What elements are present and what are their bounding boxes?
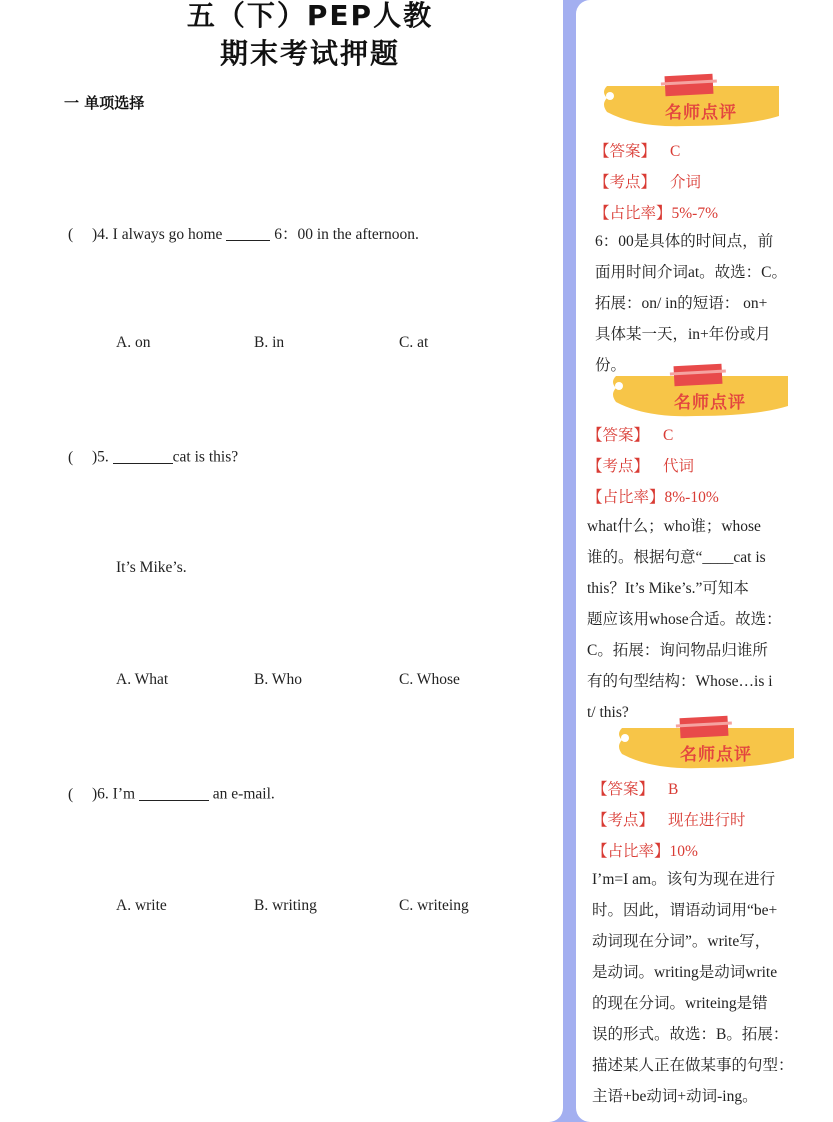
answer-paren: ( — [68, 226, 74, 243]
point-value: 介词 — [670, 174, 702, 191]
answer-paren: ( — [68, 448, 74, 466]
review-explanation — [595, 226, 787, 381]
review-answer — [587, 423, 673, 445]
question-4 — [68, 222, 419, 244]
answer-key: 【答案】 — [594, 143, 657, 160]
answer-paren: ( — [68, 785, 74, 803]
question-6-tail: an e-mail. — [212, 785, 275, 803]
badge-label: 名师点评 — [674, 393, 746, 413]
point-key: 【考点】 — [587, 458, 650, 475]
explanation-line: C。拓展：询问物品归谁所 — [587, 642, 768, 659]
question-5-reply: It’s Mike’s. — [116, 559, 187, 576]
explanation-line: 题应该用whose合适。故选： — [587, 611, 782, 628]
explanation-line: this？It’s Mike’s.”可知本 — [587, 580, 749, 597]
explanation-line: 具体某一天，in+年份或月 — [595, 326, 771, 343]
rate-key: 【占比率】 — [594, 205, 672, 222]
review-point — [592, 808, 746, 830]
option-c: C. writeing — [399, 897, 469, 914]
teacher-review-badge — [606, 362, 794, 418]
explanation-line: 时。因此，谓语动词用“be+ — [592, 902, 778, 919]
answer-blank — [226, 225, 270, 242]
rate-value: 8%-10% — [664, 489, 719, 506]
option-c: C. Whose — [399, 671, 460, 688]
point-key: 【考点】 — [592, 812, 655, 829]
option-a: A. write — [116, 897, 167, 914]
question-4-stem: )4. I always go home — [92, 226, 223, 243]
explanation-line: 的现在分词。writeing是错 — [592, 995, 768, 1012]
point-key: 【考点】 — [594, 174, 657, 191]
explanation-line: I’m=I am。该句为现在进行 — [592, 871, 776, 888]
answer-blank — [113, 447, 173, 464]
question-5-stem: )5. — [92, 448, 109, 466]
explanation-line: 描述某人正在做某事的句型： — [592, 1057, 794, 1074]
review-rate — [587, 485, 719, 507]
rate-value: 10% — [669, 843, 698, 860]
explanation-line: t/ this? — [587, 704, 629, 721]
answer-blank — [139, 784, 209, 801]
answer-value: C — [670, 143, 681, 160]
explanation-line: 面用时间介词at。故选：C。 — [595, 264, 788, 281]
rate-value: 5%-7% — [671, 205, 719, 222]
option-b: B. writing — [254, 897, 317, 914]
answer-value: C — [663, 427, 674, 444]
question-6 — [68, 784, 275, 804]
teacher-review-badge — [612, 714, 800, 770]
option-b: B. Who — [254, 671, 302, 688]
badge-label: 名师点评 — [680, 745, 752, 765]
answer-value: B — [668, 781, 679, 798]
explanation-line: 谁的。根据句意“____cat is — [587, 549, 766, 566]
teacher-review-badge — [597, 72, 785, 128]
review-answer — [592, 777, 678, 799]
option-a: A. on — [116, 334, 151, 351]
explanation-line: 误的形式。故选：B。拓展： — [592, 1026, 789, 1043]
explanation-line: what什么；who谁；whose — [587, 518, 761, 535]
explanation-line: 6：00是具体的时间点，前 — [595, 233, 774, 250]
option-a: A. What — [116, 671, 169, 688]
section-heading: 一 单项选择 — [64, 94, 145, 112]
review-point — [594, 170, 701, 192]
explanation-line: 拓展：on/ in的短语： on+ — [595, 295, 768, 312]
point-value: 代词 — [663, 458, 695, 475]
rate-key: 【占比率】 — [587, 489, 665, 506]
review-explanation — [592, 864, 794, 1112]
review-answer — [594, 139, 680, 161]
review-explanation — [587, 511, 782, 728]
review-rate — [594, 201, 718, 223]
explanation-line: 是动词。writing是动词write — [592, 964, 778, 981]
question-4-tail: 6：00 in the afternoon. — [274, 226, 419, 243]
explanation-line: 主语+be动词+动词-ing。 — [592, 1088, 758, 1105]
badge-label: 名师点评 — [665, 103, 737, 123]
point-value: 现在进行时 — [668, 812, 746, 829]
review-point — [587, 454, 694, 476]
explanation-line: 动词现在分词”。write写， — [592, 933, 771, 950]
question-6-stem: )6. I’m — [92, 785, 136, 803]
explanation-line: 有的句型结构：Whose…is i — [587, 673, 773, 690]
answer-key: 【答案】 — [587, 427, 650, 444]
page-subtitle: 期末考试押题 — [219, 37, 400, 70]
question-5 — [68, 447, 238, 467]
answer-key: 【答案】 — [592, 781, 655, 798]
rate-key: 【占比率】 — [592, 843, 670, 860]
question-5-tail: cat is this? — [172, 448, 239, 466]
page-title: 五（下）PEP人教 — [186, 0, 434, 32]
review-rate — [592, 839, 698, 861]
option-c: C. at — [399, 334, 429, 351]
explanation-line: 份。 — [595, 357, 627, 374]
option-b: B. in — [254, 334, 285, 351]
